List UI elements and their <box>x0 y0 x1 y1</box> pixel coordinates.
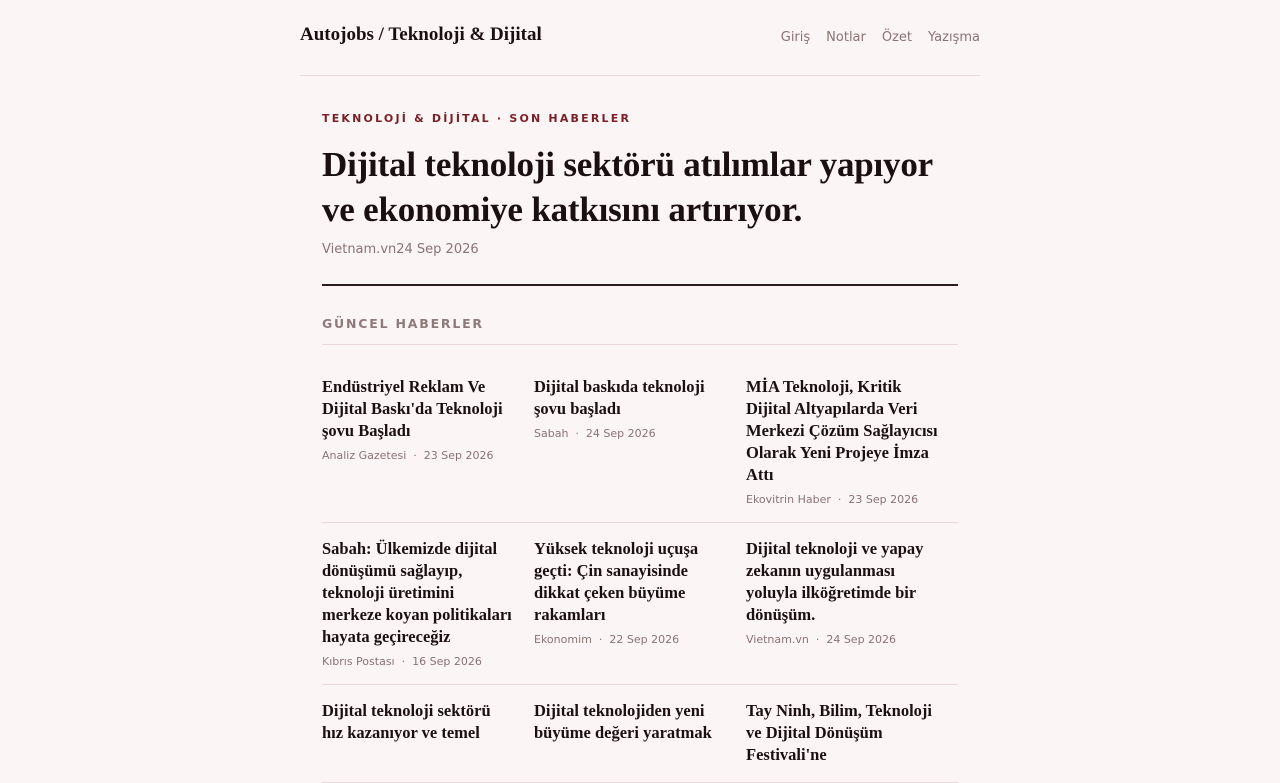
article-card[interactable] <box>746 700 958 766</box>
hero-divider <box>322 284 958 286</box>
nav-link-yazisma[interactable]: Yazışma <box>928 30 980 45</box>
top-nav <box>781 30 980 45</box>
article-title[interactable]: Dijital teknoloji ve yapay zekanın uygulanması yoluyla ilköğretimde bir dönüşüm. <box>746 539 924 624</box>
article-card[interactable] <box>534 376 746 506</box>
article-meta <box>534 427 726 440</box>
nav-link-giris[interactable]: Giriş <box>780 30 811 45</box>
article-card[interactable] <box>322 538 534 668</box>
article-card[interactable] <box>322 376 534 506</box>
article-title[interactable]: Dijital teknoloji sektörü hız kazanıyor ve temel <box>322 701 491 742</box>
article-meta <box>322 449 514 462</box>
article-title[interactable]: Dijital teknolojiden yeni büyüme değeri yaratmak <box>534 701 712 742</box>
article-card[interactable] <box>322 700 534 766</box>
article-card[interactable] <box>534 538 746 668</box>
article-source: Vietnam.vn <box>746 633 809 646</box>
article-date: 22 Sep 2026 <box>609 633 680 646</box>
article-date: 23 Sep 2026 <box>423 449 494 462</box>
article-card[interactable] <box>746 538 958 668</box>
article-title[interactable]: MİA Teknoloji, Kritik Dijital Altyapılarda Veri Merkezi Çözüm Sağlayıcısı Olarak Yeni Projeye İmza Attı <box>746 377 938 484</box>
article-card[interactable] <box>534 700 746 766</box>
meta-separator: · <box>413 449 417 462</box>
article-title[interactable]: Dijital baskıda teknoloji şovu başladı <box>534 377 705 418</box>
article-date: 16 Sep 2026 <box>412 655 482 668</box>
article-meta <box>534 633 726 646</box>
article-title[interactable]: Yüksek teknoloji uçuşa geçti: Çin sanayisinde dikkat çeken büyüme rakamları <box>534 539 699 624</box>
site-header <box>300 0 980 76</box>
article-date: 23 Sep 2026 <box>848 493 919 506</box>
article-date: 24 Sep 2026 <box>826 633 897 646</box>
article-row <box>322 523 958 685</box>
article-meta <box>746 633 938 646</box>
hero-kicker: TEKNOLOJİ & DİJİTAL · SON HABERLER <box>322 112 632 125</box>
article-date: 24 Sep 2026 <box>585 427 656 440</box>
hero <box>322 112 958 257</box>
article-title[interactable]: Endüstriyel Reklam Ve Dijital Baskı'da Teknoloji şovu Başladı <box>322 377 503 440</box>
hero-source: Vietnam.vn <box>322 242 397 257</box>
article-title[interactable]: Tay Ninh, Bilim, Teknoloji ve Dijital Dönüşüm Festivali'ne <box>746 701 933 764</box>
meta-separator: · <box>598 633 603 646</box>
site-brand-link[interactable]: Autojobs / Teknoloji & Dijital <box>300 24 542 45</box>
hero-date: 24 Sep 2026 <box>396 242 479 257</box>
hero-meta <box>322 242 958 257</box>
article-source: Sabah <box>534 427 569 440</box>
article-grid <box>322 345 958 783</box>
article-meta <box>746 493 938 506</box>
meta-separator: · <box>401 655 406 668</box>
article-source: Analiz Gazetesi <box>322 449 407 462</box>
nav-link-ozet[interactable]: Özet <box>881 30 913 45</box>
meta-separator: · <box>575 427 579 440</box>
article-row <box>322 685 958 783</box>
hero-title[interactable]: Dijital teknoloji sektörü atılımlar yapıyor ve ekonomiye katkısını artırıyor. <box>322 145 933 229</box>
nav-link-notlar[interactable]: Notlar <box>826 30 866 45</box>
article-source: Ekovitrin Haber <box>746 493 831 506</box>
meta-separator: · <box>815 633 820 646</box>
article-meta <box>322 655 514 668</box>
article-row <box>322 345 958 523</box>
article-source: Ekonomim <box>534 633 592 646</box>
article-source: Kıbrıs Postası <box>322 655 395 668</box>
meta-separator: · <box>837 493 842 506</box>
article-title[interactable]: Sabah: Ülkemizde dijital dönüşümü sağlayıp, teknoloji üretimini merkeze koyan politikaları hayata geçireceğiz <box>322 539 512 646</box>
article-card[interactable] <box>746 376 958 506</box>
section-title: GÜNCEL HABERLER <box>322 316 484 331</box>
